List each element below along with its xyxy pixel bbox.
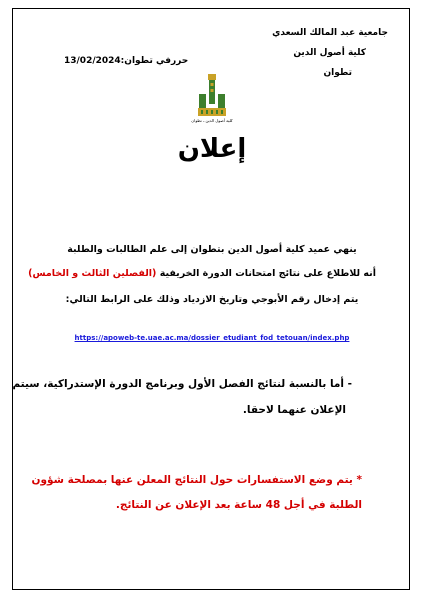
note-2-line-2: الطلبة في أجل 48 ساعة بعد الإعلان عن النتائج. [115,499,362,511]
announcement-title: إعلان [177,134,247,164]
university-name: جامعية عبد المالك السعدي [272,28,388,38]
faculty-name: كلية أصول الدين [293,48,366,58]
logo-caption: كلية أصول الدين ـ تطوان [191,118,233,123]
faculty-logo [196,72,228,118]
city-name: تطوان [323,68,352,78]
semesters-highlight: (الفصلين الثالث و الخامس) [28,268,157,279]
note-1-line-1: - أما بالنسبة لنتائج الفصل الأول وبرنامج الدورة الإستدراكية، سيتم [12,378,352,390]
body-line-3: يتم إدخال رقم الأبوجي وتاريخ الازدياد وذلك على الرابط التالي: [65,294,359,305]
body-line-2-text: أنه للاطلاع على نتائج امتحانات الدورة الخريفية [156,268,376,279]
body-line-1: ينهي عميد كلية أصول الدين بتطوان إلى علم الطالبات والطلبة [67,244,357,255]
body-line-2 [28,268,376,279]
note-1-line-2: الإعلان عنهما لاحقا. [242,404,346,416]
note-2-line-1: * يتم وضع الاستفسارات حول النتائج المعلن عنها بمصلحة شؤون [31,474,362,486]
results-link[interactable]: https://apoweb-te.uae.ac.ma/dossier_etudiant_fod_tetouan/index.php [74,334,350,342]
issue-date: حررفي تطوان:13/02/2024 [64,56,189,66]
